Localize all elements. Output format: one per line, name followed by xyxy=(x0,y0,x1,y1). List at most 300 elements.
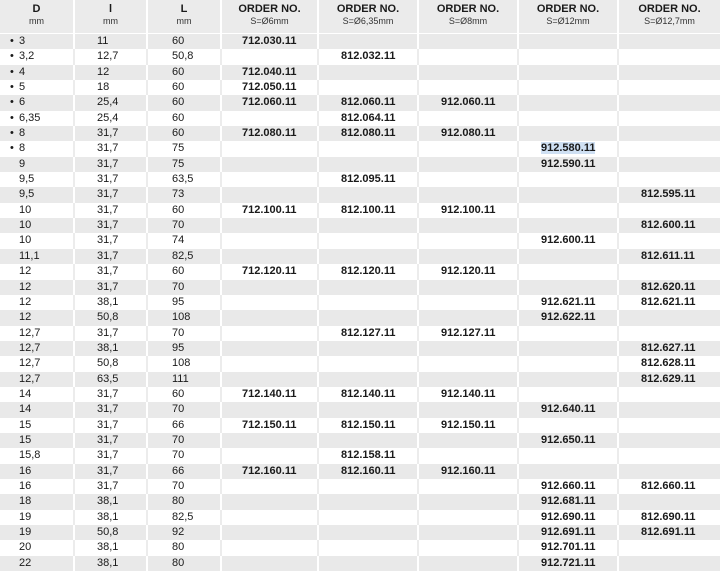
header-l-large-label: L xyxy=(180,3,188,15)
cell-order-s635 xyxy=(319,494,419,509)
cell-order-s635-value: 812.150.11 xyxy=(341,418,396,431)
cell-l-large xyxy=(148,172,222,187)
cell-order-s635 xyxy=(319,233,419,248)
table-row xyxy=(0,540,720,555)
header-l-large-unit: mm xyxy=(176,16,192,26)
cell-order-s635-value: 812.160.11 xyxy=(341,464,396,477)
cell-l-large xyxy=(148,448,222,463)
cell-order-s635 xyxy=(319,172,419,187)
cell-order-s8 xyxy=(419,49,519,64)
cell-l-small-value: 11 xyxy=(97,35,109,47)
cell-l-large xyxy=(148,525,222,540)
cell-l-large-value: 50,8 xyxy=(172,50,194,63)
header-order-s6 xyxy=(222,0,319,33)
cell-l-large-value: 95 xyxy=(172,295,185,308)
cell-l-large xyxy=(148,249,222,264)
cell-order-s8 xyxy=(419,249,519,264)
cell-l-large-value: 66 xyxy=(172,464,185,477)
cell-order-s6 xyxy=(222,494,319,509)
cell-d-value: 10 xyxy=(19,203,32,216)
cell-l-large-value: 70 xyxy=(172,280,185,293)
cell-l-small xyxy=(75,479,148,494)
table-row xyxy=(0,249,720,264)
cell-l-large-value: 82,5 xyxy=(172,249,194,262)
cell-l-small-value: 38,1 xyxy=(97,510,119,523)
cell-d xyxy=(0,494,75,509)
bullet-marker-icon: • xyxy=(10,35,14,47)
cell-order-s635-value: 812.060.11 xyxy=(341,96,396,109)
cell-d xyxy=(0,141,75,156)
cell-d xyxy=(0,525,75,540)
header-order-s12-shank: S=Ø12mm xyxy=(546,16,590,26)
cell-order-s8 xyxy=(419,172,519,187)
cell-order-s6 xyxy=(222,49,319,64)
cell-l-small-value: 31,7 xyxy=(97,188,119,201)
cell-order-s8 xyxy=(419,510,519,525)
cell-order-s8 xyxy=(419,310,519,325)
cell-l-small xyxy=(75,433,148,448)
cell-l-large-value: 60 xyxy=(172,65,185,78)
cell-l-small-value: 31,7 xyxy=(97,433,119,446)
cell-order-s8 xyxy=(419,525,519,540)
cell-order-s635-value: 812.064.11 xyxy=(341,111,396,124)
cell-l-small-value: 31,7 xyxy=(97,249,119,262)
cell-order-s127 xyxy=(619,525,720,540)
header-l-small-unit: mm xyxy=(103,16,118,26)
header-l-small xyxy=(75,0,148,33)
cell-order-s127-value: 812.627.11 xyxy=(641,341,696,354)
cell-d-value: 18 xyxy=(19,495,32,508)
cell-l-large xyxy=(148,280,222,295)
cell-l-small xyxy=(75,310,148,325)
cell-l-large-value: 108 xyxy=(172,357,191,370)
cell-order-s12 xyxy=(519,448,619,463)
table-row xyxy=(0,49,720,64)
cell-order-s127-value: 812.595.11 xyxy=(641,188,696,201)
cell-order-s127 xyxy=(619,203,720,218)
cell-order-s8 xyxy=(419,326,519,341)
cell-order-s6-value: 712.150.11 xyxy=(242,418,297,431)
cell-l-small-value: 50,8 xyxy=(97,357,119,370)
cell-d xyxy=(0,310,75,325)
cell-order-s635 xyxy=(319,295,419,310)
cell-order-s12-value: 912.691.11 xyxy=(541,526,596,538)
cell-order-s635 xyxy=(319,556,419,571)
cell-order-s12 xyxy=(519,157,619,172)
cell-order-s635 xyxy=(319,433,419,448)
cell-l-small xyxy=(75,402,148,417)
cell-l-large xyxy=(148,479,222,494)
cell-l-large-value: 70 xyxy=(172,219,185,232)
cell-d xyxy=(0,34,75,49)
cell-l-large xyxy=(148,341,222,356)
cell-l-small xyxy=(75,418,148,433)
cell-order-s6 xyxy=(222,264,319,279)
cell-order-s12 xyxy=(519,65,619,80)
cell-order-s6-value: 712.160.11 xyxy=(242,464,297,477)
cell-order-s127 xyxy=(619,295,720,310)
cell-l-large-value: 73 xyxy=(172,188,185,201)
cell-order-s8 xyxy=(419,387,519,402)
cell-l-small-value: 31,7 xyxy=(97,219,119,232)
table-row xyxy=(0,34,720,49)
cell-d-value: 10 xyxy=(19,219,32,232)
cell-order-s635 xyxy=(319,249,419,264)
cell-order-s127 xyxy=(619,448,720,463)
cell-order-s127 xyxy=(619,310,720,325)
cell-l-large xyxy=(148,295,222,310)
header-d xyxy=(0,0,75,33)
cell-order-s635 xyxy=(319,341,419,356)
cell-l-small xyxy=(75,510,148,525)
cell-order-s6-value: 712.040.11 xyxy=(242,65,297,78)
cell-order-s635 xyxy=(319,387,419,402)
cell-l-small xyxy=(75,540,148,555)
bullet-marker-icon: • xyxy=(10,50,14,63)
cell-d xyxy=(0,510,75,525)
cell-d xyxy=(0,556,75,571)
cell-order-s6 xyxy=(222,387,319,402)
cell-order-s8-value: 912.160.11 xyxy=(441,464,496,477)
header-order-s635 xyxy=(319,0,419,33)
cell-l-large xyxy=(148,34,222,49)
cell-l-large xyxy=(148,540,222,555)
cell-l-small-value: 38,1 xyxy=(97,541,119,554)
cell-order-s6 xyxy=(222,479,319,494)
cell-order-s127 xyxy=(619,126,720,141)
table-row xyxy=(0,387,720,402)
cell-l-small-value: 38,1 xyxy=(97,295,119,308)
cell-l-large-value: 80 xyxy=(172,556,185,569)
cell-l-large xyxy=(148,310,222,325)
cell-order-s127 xyxy=(619,387,720,402)
cell-d-value: 6 xyxy=(19,96,26,109)
cell-l-small-value: 18 xyxy=(97,81,110,94)
cell-d-value: 16 xyxy=(19,479,32,492)
cell-order-s12-value: 912.660.11 xyxy=(541,479,596,492)
cell-l-small-value: 31,7 xyxy=(97,479,119,492)
cell-l-large xyxy=(148,141,222,156)
cell-l-large xyxy=(148,387,222,402)
cell-order-s635 xyxy=(319,356,419,371)
cell-order-s12-value: 912.640.11 xyxy=(541,403,596,416)
cell-order-s127 xyxy=(619,80,720,95)
cell-l-large xyxy=(148,80,222,95)
cell-order-s635-value: 812.140.11 xyxy=(341,387,396,400)
cell-order-s127-value: 812.611.11 xyxy=(641,249,695,262)
cell-order-s635 xyxy=(319,372,419,387)
cell-l-large xyxy=(148,510,222,525)
cell-l-small-value: 38,1 xyxy=(97,556,119,569)
cell-l-large-value: 60 xyxy=(172,111,185,124)
cell-order-s127 xyxy=(619,326,720,341)
cell-l-small xyxy=(75,464,148,479)
cell-d-value: 9,5 xyxy=(19,188,35,201)
cell-l-large xyxy=(148,418,222,433)
cell-order-s6 xyxy=(222,65,319,80)
cell-l-small xyxy=(75,280,148,295)
cell-d xyxy=(0,65,75,80)
cell-order-s635 xyxy=(319,525,419,540)
cell-order-s8 xyxy=(419,126,519,141)
cell-order-s6 xyxy=(222,249,319,264)
cell-order-s6 xyxy=(222,126,319,141)
table-row xyxy=(0,341,720,356)
header-order-s127-label: ORDER NO. xyxy=(638,3,701,15)
cell-d xyxy=(0,402,75,417)
table-row xyxy=(0,95,720,110)
cell-d xyxy=(0,95,75,110)
cell-l-small-value: 25,4 xyxy=(97,96,119,109)
cell-order-s127-value: 812.621.11 xyxy=(641,295,696,308)
cell-order-s12-value: 912.650.11 xyxy=(541,433,596,446)
cell-order-s127 xyxy=(619,218,720,233)
cell-l-small xyxy=(75,249,148,264)
cell-order-s635 xyxy=(319,218,419,233)
cell-d xyxy=(0,203,75,218)
cell-order-s635-value: 812.158.11 xyxy=(341,449,396,462)
cell-order-s127 xyxy=(619,111,720,126)
cell-l-large-value: 80 xyxy=(172,541,185,554)
header-order-s12 xyxy=(519,0,619,33)
cell-l-large-value: 70 xyxy=(172,326,185,339)
cell-d-value: 10 xyxy=(19,234,32,247)
cell-l-small xyxy=(75,448,148,463)
cell-order-s127 xyxy=(619,141,720,156)
cell-order-s635 xyxy=(319,540,419,555)
table-row xyxy=(0,264,720,279)
cell-l-large xyxy=(148,356,222,371)
cell-order-s12 xyxy=(519,525,619,540)
cell-order-s6 xyxy=(222,295,319,310)
header-d-unit: mm xyxy=(29,16,44,26)
bullet-marker-icon: • xyxy=(10,142,14,155)
cell-l-large xyxy=(148,95,222,110)
cell-order-s8-value: 912.060.11 xyxy=(441,96,496,109)
cell-l-large xyxy=(148,464,222,479)
bullet-marker-icon: • xyxy=(10,81,14,94)
cell-d xyxy=(0,464,75,479)
cell-l-small xyxy=(75,525,148,540)
table-row xyxy=(0,356,720,371)
cell-order-s635 xyxy=(319,448,419,463)
cell-d-value: 9,5 xyxy=(19,173,35,186)
cell-order-s8 xyxy=(419,433,519,448)
cell-order-s6 xyxy=(222,540,319,555)
cell-d xyxy=(0,418,75,433)
cell-order-s127 xyxy=(619,187,720,202)
cell-order-s12 xyxy=(519,418,619,433)
cell-order-s8 xyxy=(419,448,519,463)
cell-order-s12 xyxy=(519,326,619,341)
cell-l-large-value: 70 xyxy=(172,433,185,446)
cell-l-small xyxy=(75,80,148,95)
cell-order-s127-value: 812.660.11 xyxy=(641,479,696,492)
cell-d xyxy=(0,111,75,126)
cell-d xyxy=(0,295,75,310)
cell-order-s127 xyxy=(619,65,720,80)
cell-order-s8-value: 912.140.11 xyxy=(441,387,496,400)
cell-d-value: 12,7 xyxy=(19,357,41,370)
bullet-marker-icon: • xyxy=(10,96,14,109)
cell-l-small-value: 25,4 xyxy=(97,111,119,124)
cell-order-s635 xyxy=(319,157,419,172)
cell-l-small-value: 50,8 xyxy=(97,311,119,324)
bullet-marker-icon: • xyxy=(10,111,14,124)
cell-order-s127 xyxy=(619,556,720,571)
cell-l-large-value: 74 xyxy=(172,234,185,247)
cell-order-s8-value: 912.080.11 xyxy=(441,127,496,140)
cell-order-s127-value: 812.691.11 xyxy=(641,526,696,538)
cell-order-s127 xyxy=(619,510,720,525)
header-order-s635-label: ORDER NO. xyxy=(336,3,400,15)
cell-order-s8 xyxy=(419,295,519,310)
cell-order-s6 xyxy=(222,34,319,49)
cell-order-s6 xyxy=(222,356,319,371)
table-header xyxy=(0,0,720,34)
cell-order-s127-value: 812.620.11 xyxy=(641,280,696,293)
cell-order-s127 xyxy=(619,157,720,172)
cell-d-value: 5 xyxy=(19,81,26,94)
cell-l-large xyxy=(148,372,222,387)
cell-d-value: 22 xyxy=(19,556,32,569)
cell-order-s8 xyxy=(419,418,519,433)
table-row xyxy=(0,556,720,571)
cell-l-small-value: 12,7 xyxy=(97,50,119,63)
cell-order-s8-value: 912.150.11 xyxy=(441,418,496,431)
cell-l-large-value: 82,5 xyxy=(172,510,194,523)
cell-order-s8 xyxy=(419,556,519,571)
cell-order-s8 xyxy=(419,203,519,218)
cell-order-s6 xyxy=(222,172,319,187)
cell-order-s635 xyxy=(319,141,419,156)
cell-l-small xyxy=(75,372,148,387)
cell-d xyxy=(0,372,75,387)
cell-l-large xyxy=(148,157,222,172)
cell-d-value: 15 xyxy=(19,418,32,431)
cell-order-s8 xyxy=(419,34,519,49)
table-row xyxy=(0,280,720,295)
cell-l-small-value: 63,5 xyxy=(97,372,119,385)
cell-l-small-value: 31,7 xyxy=(97,173,119,186)
cell-l-large-value: 92 xyxy=(172,526,185,538)
cell-order-s12 xyxy=(519,95,619,110)
cell-order-s127 xyxy=(619,372,720,387)
cell-l-large-value: 66 xyxy=(172,418,185,431)
cell-d xyxy=(0,448,75,463)
cell-order-s12-value: 912.580.11 xyxy=(541,142,596,155)
header-l-large xyxy=(148,0,222,33)
cell-l-small-value: 31,7 xyxy=(97,403,119,416)
cell-l-large-value: 95 xyxy=(172,341,185,354)
cell-l-large-value: 60 xyxy=(172,35,185,47)
cell-d xyxy=(0,49,75,64)
cell-order-s12 xyxy=(519,433,619,448)
cell-order-s6-value: 712.120.11 xyxy=(242,265,297,278)
cell-order-s635 xyxy=(319,65,419,80)
cell-order-s635-value: 812.032.11 xyxy=(341,50,396,63)
cell-order-s6 xyxy=(222,187,319,202)
cell-order-s6 xyxy=(222,326,319,341)
cell-order-s127-value: 812.600.11 xyxy=(641,219,696,232)
table-row xyxy=(0,525,720,540)
cell-order-s12 xyxy=(519,264,619,279)
cell-order-s8 xyxy=(419,372,519,387)
cell-order-s635 xyxy=(319,510,419,525)
cell-order-s6 xyxy=(222,157,319,172)
cell-order-s12 xyxy=(519,141,619,156)
table-row xyxy=(0,141,720,156)
cell-l-small xyxy=(75,494,148,509)
cell-order-s8 xyxy=(419,111,519,126)
cell-order-s12 xyxy=(519,556,619,571)
cell-order-s127 xyxy=(619,264,720,279)
cell-order-s12-value: 912.701.11 xyxy=(541,541,596,554)
page-bottom-edge xyxy=(0,574,720,579)
cell-l-large-value: 70 xyxy=(172,403,185,416)
cell-l-large xyxy=(148,218,222,233)
header-order-s127-shank: S=Ø12,7mm xyxy=(644,16,695,26)
cell-d-value: 3,2 xyxy=(19,50,35,63)
cell-order-s6 xyxy=(222,310,319,325)
table-row xyxy=(0,218,720,233)
header-order-s8 xyxy=(419,0,519,33)
cell-d xyxy=(0,126,75,141)
cell-d-value: 12 xyxy=(19,280,32,293)
cell-order-s6 xyxy=(222,141,319,156)
cell-order-s8 xyxy=(419,494,519,509)
cell-d xyxy=(0,433,75,448)
cell-order-s12-value: 912.721.11 xyxy=(541,556,596,569)
cell-order-s12 xyxy=(519,464,619,479)
cell-order-s12 xyxy=(519,49,619,64)
cell-order-s635-value: 812.120.11 xyxy=(341,265,396,278)
cell-order-s8 xyxy=(419,157,519,172)
cell-l-large xyxy=(148,233,222,248)
cell-d-value: 19 xyxy=(19,510,32,523)
table-row xyxy=(0,448,720,463)
cell-order-s6 xyxy=(222,448,319,463)
cell-order-s12 xyxy=(519,233,619,248)
cell-l-large xyxy=(148,49,222,64)
cell-d-value: 12 xyxy=(19,295,32,308)
table-row xyxy=(0,187,720,202)
cell-order-s635 xyxy=(319,203,419,218)
cell-d xyxy=(0,326,75,341)
cell-l-large xyxy=(148,126,222,141)
cell-order-s12 xyxy=(519,341,619,356)
cell-d xyxy=(0,280,75,295)
cell-d-value: 8 xyxy=(19,142,26,155)
cell-order-s12 xyxy=(519,172,619,187)
cell-d xyxy=(0,218,75,233)
cell-d-value: 3 xyxy=(19,35,26,47)
cell-order-s12 xyxy=(519,402,619,417)
cell-l-small xyxy=(75,172,148,187)
table-row xyxy=(0,233,720,248)
cell-order-s635 xyxy=(319,34,419,49)
cell-l-small-value: 31,7 xyxy=(97,449,119,462)
cell-order-s12 xyxy=(519,310,619,325)
table-row xyxy=(0,157,720,172)
cell-order-s127-value: 812.628.11 xyxy=(641,357,696,370)
cell-l-large-value: 70 xyxy=(172,449,185,462)
cell-order-s635 xyxy=(319,126,419,141)
cell-order-s127 xyxy=(619,464,720,479)
cell-d-value: 15,8 xyxy=(19,449,41,462)
cell-order-s6 xyxy=(222,218,319,233)
cell-l-small-value: 31,7 xyxy=(97,418,119,431)
